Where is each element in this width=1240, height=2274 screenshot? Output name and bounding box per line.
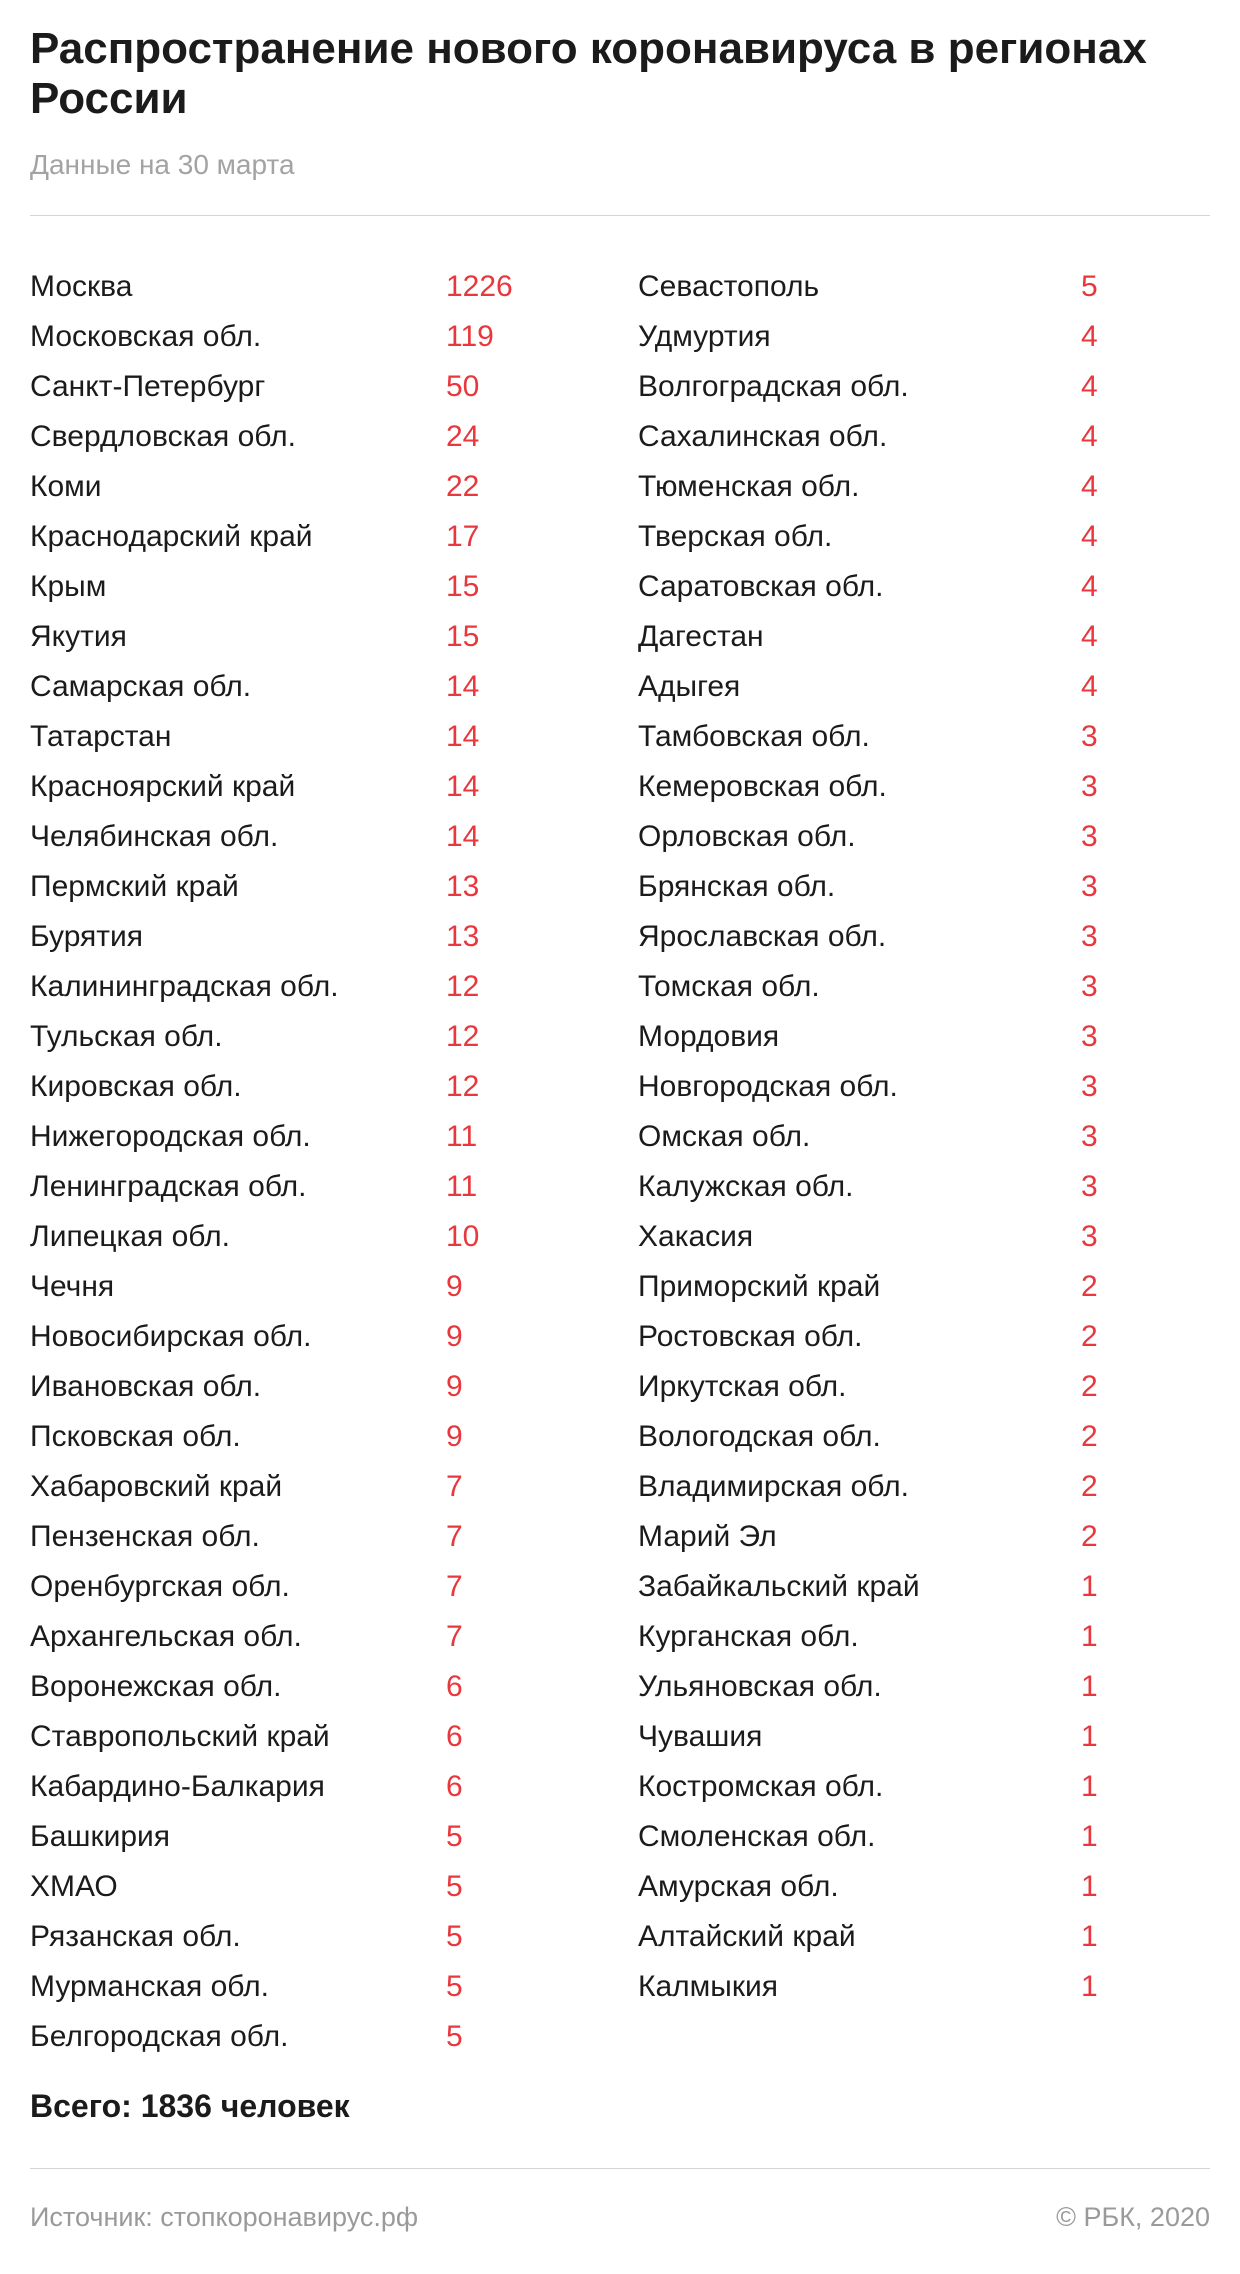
region-name: Башкирия xyxy=(30,1820,171,1853)
case-count: 24 xyxy=(446,420,480,453)
region-name: Курганская обл. xyxy=(638,1620,859,1653)
case-count: 2 xyxy=(1081,1520,1098,1553)
bottom-divider xyxy=(30,2168,1210,2169)
region-name: Хабаровский край xyxy=(30,1470,283,1503)
case-count: 7 xyxy=(446,1520,463,1553)
case-count: 3 xyxy=(1081,970,1098,1003)
region-name: Владимирская обл. xyxy=(638,1470,909,1503)
region-name: Тверская обл. xyxy=(638,520,833,553)
case-count: 6 xyxy=(446,1770,463,1803)
case-count: 4 xyxy=(1081,570,1098,603)
case-count: 4 xyxy=(1081,320,1098,353)
region-name: Ивановская обл. xyxy=(30,1370,262,1403)
region-name: Санкт-Петербург xyxy=(30,370,266,403)
region-name: Тюменская обл. xyxy=(638,470,860,503)
case-count: 3 xyxy=(1081,870,1098,903)
case-count: 14 xyxy=(446,720,480,753)
case-count: 2 xyxy=(1081,1370,1098,1403)
case-count: 13 xyxy=(446,870,480,903)
region-name: Новосибирская обл. xyxy=(30,1320,312,1353)
case-count: 15 xyxy=(446,620,480,653)
region-name: Удмуртия xyxy=(638,320,771,353)
case-count: 5 xyxy=(446,1870,463,1903)
region-name: Алтайский край xyxy=(638,1920,856,1953)
date-subtitle: Данные на 30 марта xyxy=(30,149,295,180)
total-cases: Всего: 1836 человек xyxy=(30,2088,350,2124)
region-name: Забайкальский край xyxy=(638,1570,920,1603)
case-count: 1 xyxy=(1081,1820,1098,1853)
region-name: Москва xyxy=(30,270,133,303)
region-name: Мордовия xyxy=(638,1020,780,1053)
case-count: 3 xyxy=(1081,720,1098,753)
region-name: Томская обл. xyxy=(638,970,820,1003)
region-name: Хакасия xyxy=(638,1220,754,1253)
region-name: Чувашия xyxy=(638,1720,763,1753)
region-name: Ростовская обл. xyxy=(638,1320,863,1353)
case-count: 1 xyxy=(1081,1770,1098,1803)
case-count: 1 xyxy=(1081,1920,1098,1953)
region-name: Омская обл. xyxy=(638,1120,811,1153)
case-count: 3 xyxy=(1081,1220,1098,1253)
case-count: 5 xyxy=(446,1970,463,2003)
region-name: Кировская обл. xyxy=(30,1070,242,1103)
case-count: 5 xyxy=(446,2020,463,2053)
case-count: 12 xyxy=(446,970,480,1003)
region-name: Калмыкия xyxy=(638,1970,778,2003)
case-count: 4 xyxy=(1081,420,1098,453)
case-count: 5 xyxy=(1081,270,1098,303)
region-name: Иркутская обл. xyxy=(638,1370,847,1403)
case-count: 22 xyxy=(446,470,480,503)
case-count: 3 xyxy=(1081,1070,1098,1103)
case-count: 1 xyxy=(1081,1870,1098,1903)
case-count: 2 xyxy=(1081,1470,1098,1503)
region-name: Костромская обл. xyxy=(638,1770,884,1803)
case-count: 1 xyxy=(1081,1570,1098,1603)
case-count: 2 xyxy=(1081,1320,1098,1353)
region-name: Татарстан xyxy=(30,720,172,753)
region-name: Приморский край xyxy=(638,1270,881,1303)
region-name: Рязанская обл. xyxy=(30,1920,241,1953)
case-count: 14 xyxy=(446,770,480,803)
case-count: 3 xyxy=(1081,1170,1098,1203)
case-count: 1226 xyxy=(446,270,513,303)
case-count: 3 xyxy=(1081,1120,1098,1153)
region-name: Орловская обл. xyxy=(638,820,856,853)
region-name: Чечня xyxy=(30,1270,115,1303)
region-name: Ставропольский край xyxy=(30,1720,330,1753)
case-count: 7 xyxy=(446,1620,463,1653)
case-count: 6 xyxy=(446,1720,463,1753)
region-name: Белгородская обл. xyxy=(30,2020,289,2053)
region-name: Нижегородская обл. xyxy=(30,1120,311,1153)
region-name: Пермский край xyxy=(30,870,239,903)
region-name: ХМАО xyxy=(30,1870,118,1903)
region-name: Якутия xyxy=(30,620,127,653)
region-name: Саратовская обл. xyxy=(638,570,884,603)
case-count: 11 xyxy=(446,1120,478,1153)
case-count: 9 xyxy=(446,1420,463,1453)
case-count: 2 xyxy=(1081,1420,1098,1453)
case-count: 1 xyxy=(1081,1970,1098,2003)
region-name: Новгородская обл. xyxy=(638,1070,898,1103)
case-count: 14 xyxy=(446,820,480,853)
case-count: 3 xyxy=(1081,920,1098,953)
case-count: 50 xyxy=(446,370,480,403)
copyright: © РБК, 2020 xyxy=(1056,2202,1210,2232)
case-count: 1 xyxy=(1081,1620,1098,1653)
region-name: Свердловская обл. xyxy=(30,420,296,453)
case-count: 4 xyxy=(1081,470,1098,503)
case-count: 10 xyxy=(446,1220,480,1253)
case-count: 3 xyxy=(1081,770,1098,803)
case-count: 17 xyxy=(446,520,480,553)
case-count: 9 xyxy=(446,1320,463,1353)
region-name: Мурманская обл. xyxy=(30,1970,269,2003)
case-count: 13 xyxy=(446,920,480,953)
case-count: 15 xyxy=(446,570,480,603)
region-name: Ярославская обл. xyxy=(638,920,887,953)
region-name: Дагестан xyxy=(638,620,764,653)
region-name: Вологодская обл. xyxy=(638,1420,881,1453)
region-name: Брянская обл. xyxy=(638,870,836,903)
page-title: Распространение нового коронавируса в регионах России xyxy=(30,24,1147,123)
case-count: 7 xyxy=(446,1470,463,1503)
case-count: 5 xyxy=(446,1920,463,1953)
region-name: Севастополь xyxy=(638,270,820,303)
region-name: Краснодарский край xyxy=(30,520,313,553)
case-count: 5 xyxy=(446,1820,463,1853)
case-count: 4 xyxy=(1081,370,1098,403)
case-count: 7 xyxy=(446,1570,463,1603)
region-name: Крым xyxy=(30,570,107,603)
region-name: Амурская обл. xyxy=(638,1870,839,1903)
case-count: 9 xyxy=(446,1370,463,1403)
region-name: Воронежская обл. xyxy=(30,1670,282,1703)
region-name: Тамбовская обл. xyxy=(638,720,870,753)
source-note: Источник: стопкоронавирус.рф xyxy=(30,2202,419,2232)
case-count: 4 xyxy=(1081,620,1098,653)
region-name: Тульская обл. xyxy=(30,1020,223,1053)
region-name: Коми xyxy=(30,470,102,503)
region-name: Марий Эл xyxy=(638,1520,777,1553)
region-name: Адыгея xyxy=(638,670,741,703)
region-name: Оренбургская обл. xyxy=(30,1570,290,1603)
region-name: Калининградская обл. xyxy=(30,970,339,1003)
region-name: Псковская обл. xyxy=(30,1420,241,1453)
case-count: 9 xyxy=(446,1270,463,1303)
case-count: 4 xyxy=(1081,670,1098,703)
top-divider xyxy=(30,215,1210,216)
region-name: Самарская обл. xyxy=(30,670,252,703)
case-count: 1 xyxy=(1081,1720,1098,1753)
case-count: 119 xyxy=(446,320,494,353)
case-count: 3 xyxy=(1081,820,1098,853)
case-count: 14 xyxy=(446,670,480,703)
region-name: Московская обл. xyxy=(30,320,262,353)
case-count: 12 xyxy=(446,1020,480,1053)
case-count: 6 xyxy=(446,1670,463,1703)
region-name: Челябинская обл. xyxy=(30,820,279,853)
case-count: 12 xyxy=(446,1070,480,1103)
region-name: Красноярский край xyxy=(30,770,296,803)
case-count: 3 xyxy=(1081,1020,1098,1053)
region-name: Липецкая обл. xyxy=(30,1220,230,1253)
region-name: Сахалинская обл. xyxy=(638,420,888,453)
region-name: Волгоградская обл. xyxy=(638,370,909,403)
region-name: Калужская обл. xyxy=(638,1170,854,1203)
region-name: Бурятия xyxy=(30,920,144,953)
case-count: 2 xyxy=(1081,1270,1098,1303)
case-count: 1 xyxy=(1081,1670,1098,1703)
region-name: Кабардино-Балкария xyxy=(30,1770,325,1803)
region-name: Пензенская обл. xyxy=(30,1520,260,1553)
region-name: Архангельская обл. xyxy=(30,1620,302,1653)
region-name: Ленинградская обл. xyxy=(30,1170,307,1203)
region-name: Смоленская обл. xyxy=(638,1820,876,1853)
case-count: 11 xyxy=(446,1170,478,1203)
region-name: Кемеровская обл. xyxy=(638,770,887,803)
case-count: 4 xyxy=(1081,520,1098,553)
region-name: Ульяновская обл. xyxy=(638,1670,882,1703)
